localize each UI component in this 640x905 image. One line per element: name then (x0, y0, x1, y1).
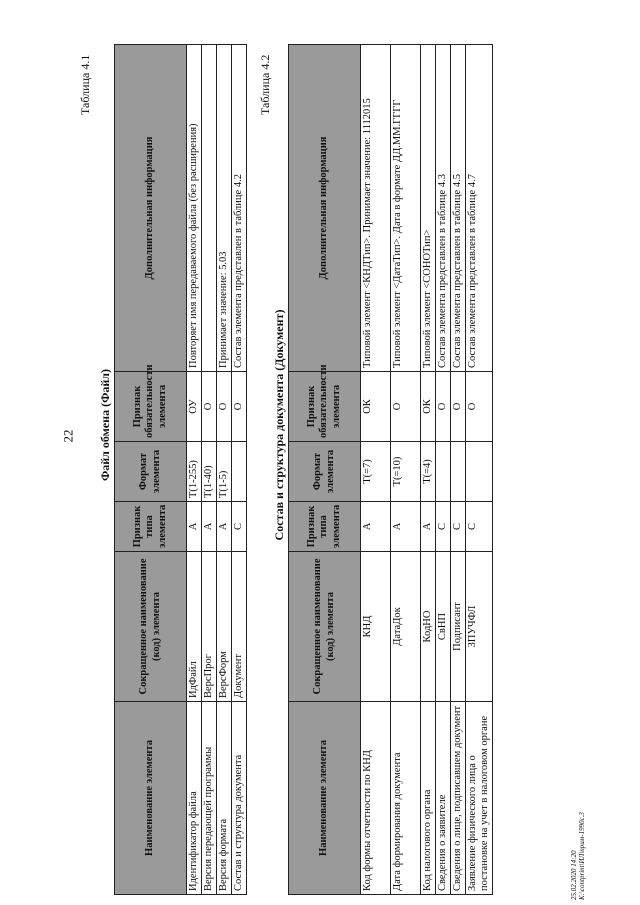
table-cell: Код налогового органа (421, 702, 436, 895)
table-cell: А (202, 502, 217, 552)
footer-stamp (570, 812, 587, 900)
table-cell: ОК (361, 372, 391, 442)
table-cell (451, 442, 466, 502)
table-cell: Сведения о заявителе (436, 702, 451, 895)
table-cell: Версия формата (217, 702, 232, 895)
table-row (421, 45, 436, 895)
table-cell: Сведения о лице, подписавшем документ (451, 702, 466, 895)
table-cell: О (217, 372, 232, 442)
table-cell: Состав и структура документа (232, 702, 247, 895)
table-row (217, 45, 232, 895)
table-cell (232, 442, 247, 502)
table-row (391, 45, 421, 895)
table-cell: Типовой элемент <СОНОТип> (421, 45, 436, 372)
table-cell: О (451, 372, 466, 442)
table-row (451, 45, 466, 895)
table-cell: С (436, 502, 451, 552)
table-row (466, 45, 493, 895)
table-2-header: Признак типа элемента (289, 502, 361, 552)
table-cell (466, 442, 493, 502)
table-cell: Т(1-40) (202, 442, 217, 502)
table-cell: Т(1-255) (187, 442, 202, 502)
table-cell: О (202, 372, 217, 442)
page-number: 22 (60, 429, 76, 443)
table-cell: ЗПУЧФЛ (466, 552, 493, 702)
table-cell: А (361, 502, 391, 552)
table-cell: С (232, 502, 247, 552)
table-cell: Т(=7) (361, 442, 391, 502)
table-cell: СвНП (436, 552, 451, 702)
table-1-caption: Таблица 4.1 (78, 54, 92, 115)
table-cell: О (391, 372, 421, 442)
table-2-header: Наименование элемента (289, 702, 361, 895)
table-cell: Состав элемента представлен в таблице 4.3 (436, 45, 451, 372)
table-cell: О (466, 372, 493, 442)
table-cell: Состав элемента представлен в таблице 4.5 (451, 45, 466, 372)
table-cell: О (436, 372, 451, 442)
table-cell: Т(1-5) (217, 442, 232, 502)
table-cell: А (421, 502, 436, 552)
table-2-header: Признак обязательности элемента (289, 372, 361, 442)
table-cell: Типовой элемент <ДатаТип>. Дата в формате ДД.ММ.ГГГГ (391, 45, 421, 372)
table-cell: Идентификатор файла (187, 702, 202, 895)
table-2-header: Сокращенное наименование (код) элемента (289, 552, 361, 702)
table-cell: ДатаДок (391, 552, 421, 702)
table-cell: Документ (232, 552, 247, 702)
table-cell: ВерсПрог (202, 552, 217, 702)
table-cell: Дата формирования документа (391, 702, 421, 895)
table-2-header-row (289, 45, 361, 895)
table-cell: Т(=10) (391, 442, 421, 502)
table-cell: С (466, 502, 493, 552)
footer-stamp-path: К:\contprint\ИЛ\прим-1990с.3 (578, 812, 587, 900)
table-cell (202, 45, 217, 372)
table-cell: КНД (361, 552, 391, 702)
table-cell: ОК (421, 372, 436, 442)
table-cell: Типовой элемент <КНДТип>. Принимает значение: 1112015 (361, 45, 391, 372)
table-2-header: Формат элемента (289, 442, 361, 502)
table-cell: Т(=4) (421, 442, 436, 502)
table-cell: Принимает значение: 5.03 (217, 45, 232, 372)
table-1-header-row (115, 45, 187, 895)
table-1-header: Дополнительная информация (115, 45, 187, 372)
table-2-header: Дополнительная информация (289, 45, 361, 372)
table-cell: Код формы отчетности по КНД (361, 702, 391, 895)
table-cell: А (217, 502, 232, 552)
table-cell: Состав элемента представлен в таблице 4.2 (232, 45, 247, 372)
table-1-header: Признак типа элемента (115, 502, 187, 552)
table-cell: А (187, 502, 202, 552)
table-1-header: Признак обязательности элемента (115, 372, 187, 442)
table-cell: А (391, 502, 421, 552)
table-cell (436, 442, 451, 502)
table-cell: Заявление физического лица о постановке на учет в налоговом органе (466, 702, 493, 895)
table-cell: Состав элемента представлен в таблице 4.7 (466, 45, 493, 372)
table-cell: КодНО (421, 552, 436, 702)
table-2-title: Состав и структура документа (Документ) (272, 309, 286, 541)
table-cell: Повторяет имя передаваемого файла (без расширения) (187, 45, 202, 372)
table-row (232, 45, 247, 895)
table-cell: О (232, 372, 247, 442)
table-1 (114, 44, 247, 895)
table-cell: С (451, 502, 466, 552)
table-1-header: Сокращенное наименование (код) элемента (115, 552, 187, 702)
table-row (187, 45, 202, 895)
table-2 (288, 44, 493, 895)
table-row (436, 45, 451, 895)
table-row (202, 45, 217, 895)
table-2-caption: Таблица 4.2 (258, 54, 272, 115)
table-1-header: Формат элемента (115, 442, 187, 502)
table-cell: Версия передающей программы (202, 702, 217, 895)
table-cell: ИдФайл (187, 552, 202, 702)
table-1-title: Файл обмена (Файл) (98, 368, 112, 482)
table-cell: Подписант (451, 552, 466, 702)
footer-stamp-date: 25.02.2020 14:20 (570, 850, 578, 900)
table-cell: ВерсФорм (217, 552, 232, 702)
table-1-header: Наименование элемента (115, 702, 187, 895)
table-row (361, 45, 391, 895)
table-cell: ОУ (187, 372, 202, 442)
